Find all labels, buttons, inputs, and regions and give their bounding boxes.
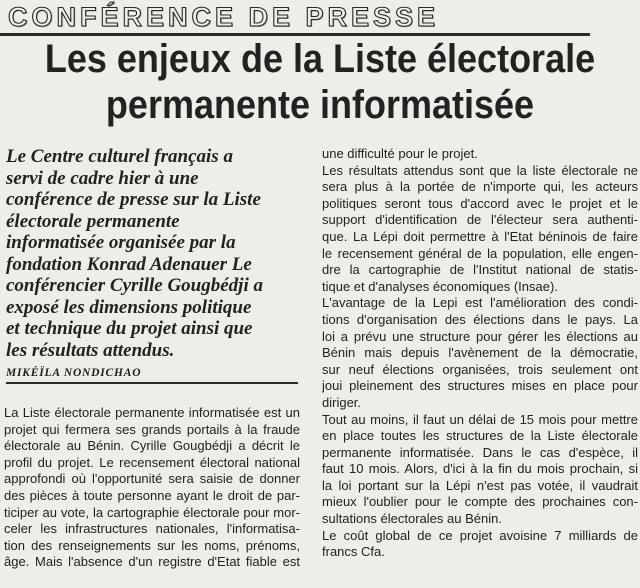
body-line: la loi portant sur la Lépi n'est pas votée, il vaudrait <box>322 477 638 493</box>
body-line: en place toutes les structures de la Liste électorale <box>322 428 638 444</box>
body-line: diriger. <box>322 394 362 410</box>
body-line: celer les infrastructures nationales, l'informatisa- <box>4 521 300 537</box>
body-line: projet qui fermera ses grands portails à la fraude <box>4 421 300 437</box>
body-line: La Liste électorale permanente informatisée est un <box>4 405 300 420</box>
section-kicker: CONFÉRENCE DE PRESSE <box>8 2 440 32</box>
body-line: sur neuf élections organisées, trois seulement ont <box>322 361 638 377</box>
body-line: politiques seront tous d'accord avec le projet et le <box>322 195 638 211</box>
body-line: des pièces à toute personne ayant le droit de par- <box>4 487 300 503</box>
body-line: une difficulté pour le projet. <box>322 146 478 161</box>
body-line: tions d'organisation des élections dans le pays. La <box>322 311 638 327</box>
lead-line: conférencier Cyrille Gougbédji a <box>6 275 263 296</box>
lead-line: exposé les dimensions politique <box>6 296 252 318</box>
body-line: tion des renseignements sur les noms, prénoms, <box>4 537 300 553</box>
body-line: profil du projet. Le recensement électoral national <box>4 454 300 470</box>
body-column-left <box>4 405 300 571</box>
body-line: sera plus à la portée de n'importe qui, les acteurs <box>322 179 638 195</box>
byline: MIKÉÏLA NONDICHAO <box>6 367 142 379</box>
lead-line: et technique du projet ainsi que <box>6 318 253 339</box>
body-line: approfondi où l'opportunité sera saisie de donner <box>4 471 300 487</box>
body-line: permanente informatisée. Dans le cas d'espèce, il <box>322 444 638 460</box>
lead-line: conférence de presse sur la Liste <box>6 189 261 210</box>
body-line: ticiper au vote, la cartographie électorale pour mor- <box>4 504 300 520</box>
lead-line: fondation Konrad Adenauer Le <box>6 253 252 275</box>
body-line: francs Cfa. <box>322 544 385 560</box>
headline <box>32 36 608 128</box>
body-line: mieux l'oublier pour le compte des prochaines con- <box>322 494 638 510</box>
body-line: joui pleinement des structures mises en place pour <box>322 378 638 394</box>
body-line: loi a prévu une structure pour gérer les élections au <box>322 328 638 344</box>
body-line: tique et d'analyses économiques (Insae). <box>322 278 558 294</box>
body-line: sultations électorales au Bénin. <box>322 511 502 527</box>
lead-paragraph <box>6 146 298 361</box>
body-line: le recensement général de la population, elle engen- <box>322 245 638 261</box>
headline-line: permanente informatisée <box>105 83 535 127</box>
body-line: faut 10 mois. Alors, d'ici à la fin du mois prochain, si <box>322 461 638 477</box>
body-line: que. La Lépi doit permettre à l'Etat béninois de faire <box>322 228 638 244</box>
body-line: support d'identification de l'électeur sera authenti- <box>322 212 638 228</box>
lead-line: électorale permanente <box>6 210 180 232</box>
lead-line: informatisée organisée par la <box>6 232 236 253</box>
lead-line: servi de cadre hier à une <box>6 167 199 189</box>
body-line: Les résultats attendus sont que la liste électorale ne <box>322 162 638 178</box>
lead-line: les résultats attendus. <box>6 339 175 361</box>
body-column-right <box>322 146 638 561</box>
body-line: électorale au Bénin. Cyrille Gougbédji a décrit le <box>4 438 300 454</box>
headline-line: Les enjeux de la Liste électorale <box>44 37 596 81</box>
body-line: dre la cartographie de l'Institut national de statis- <box>322 262 638 278</box>
body-line: L'avantage de la Lepi est l'amélioration des condi- <box>322 295 638 311</box>
body-line: Tout au moins, il faut un délai de 15 mois pour mettre <box>322 411 638 427</box>
body-line: Bénin mais depuis l'avènement de la démocratie, <box>322 345 638 361</box>
body-line: Le coût global de ce projet avoisine 7 milliards de <box>322 527 638 543</box>
lead-line: Le Centre culturel français a <box>6 146 233 167</box>
byline-rule <box>6 382 298 384</box>
body-line: âge. Mais l'absence d'un registre d'Etat fiable est <box>4 554 300 570</box>
